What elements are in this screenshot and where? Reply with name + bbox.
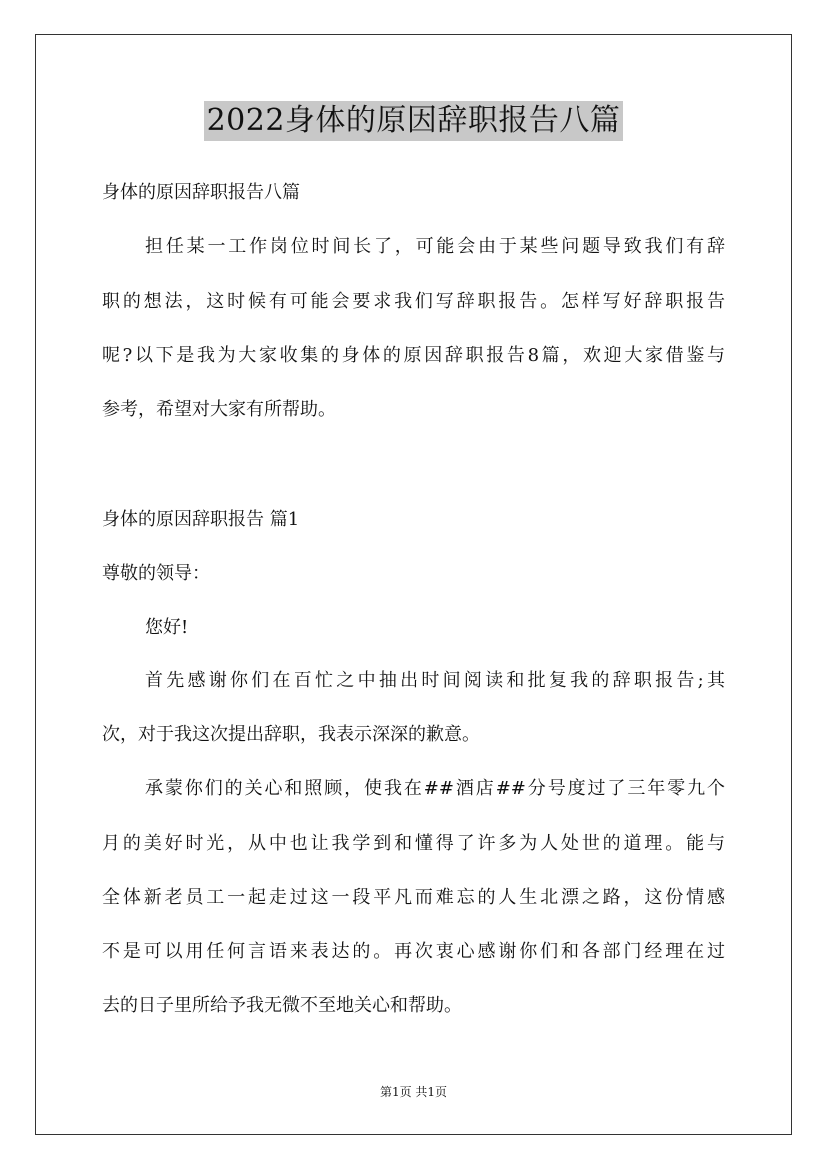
paragraph-line: 全体新老员工一起走过这一段平凡而难忘的人生北漂之路，这份情感 — [102, 887, 725, 908]
page-number: 第1页 共1页 — [379, 1085, 448, 1099]
section-heading: 身体的原因辞职报告 篇1 — [102, 509, 300, 530]
intro-line: 职的想法，这时候有可能会要求我们写辞职报告。怎样写好辞职报告 — [102, 291, 725, 312]
salutation: 尊敬的领导： — [102, 563, 210, 584]
paragraph-line: 首先感谢你们在百忙之中抽出时间阅读和批复我的辞职报告;其 — [145, 670, 725, 691]
intro-line: 呢?以下是我为大家收集的身体的原因辞职报告8篇，欢迎大家借鉴与 — [102, 345, 725, 366]
paragraph-line: 月的美好时光，从中也让我学到和懂得了许多为人处世的道理。能与 — [102, 833, 725, 854]
paragraph-line: 次，对于我这次提出辞职，我表示深深的歉意。 — [102, 724, 480, 745]
document-title: 2022身体的原因辞职报告八篇 — [204, 101, 624, 141]
document-subtitle: 身体的原因辞职报告八篇 — [102, 182, 300, 203]
paragraph-line: 不是可以用任何言语来表达的。再次衷心感谢你们和各部门经理在过 — [102, 941, 725, 962]
intro-line: 担任某一工作岗位时间长了，可能会由于某些问题导致我们有辞 — [145, 236, 725, 257]
greeting: 您好! — [145, 617, 189, 638]
paragraph-line: 承蒙你们的关心和照顾，使我在##酒店##分号度过了三年零九个 — [145, 778, 725, 799]
intro-line: 参考，希望对大家有所帮助。 — [102, 399, 336, 420]
paragraph-line: 去的日子里所给予我无微不至地关心和帮助。 — [102, 995, 462, 1016]
